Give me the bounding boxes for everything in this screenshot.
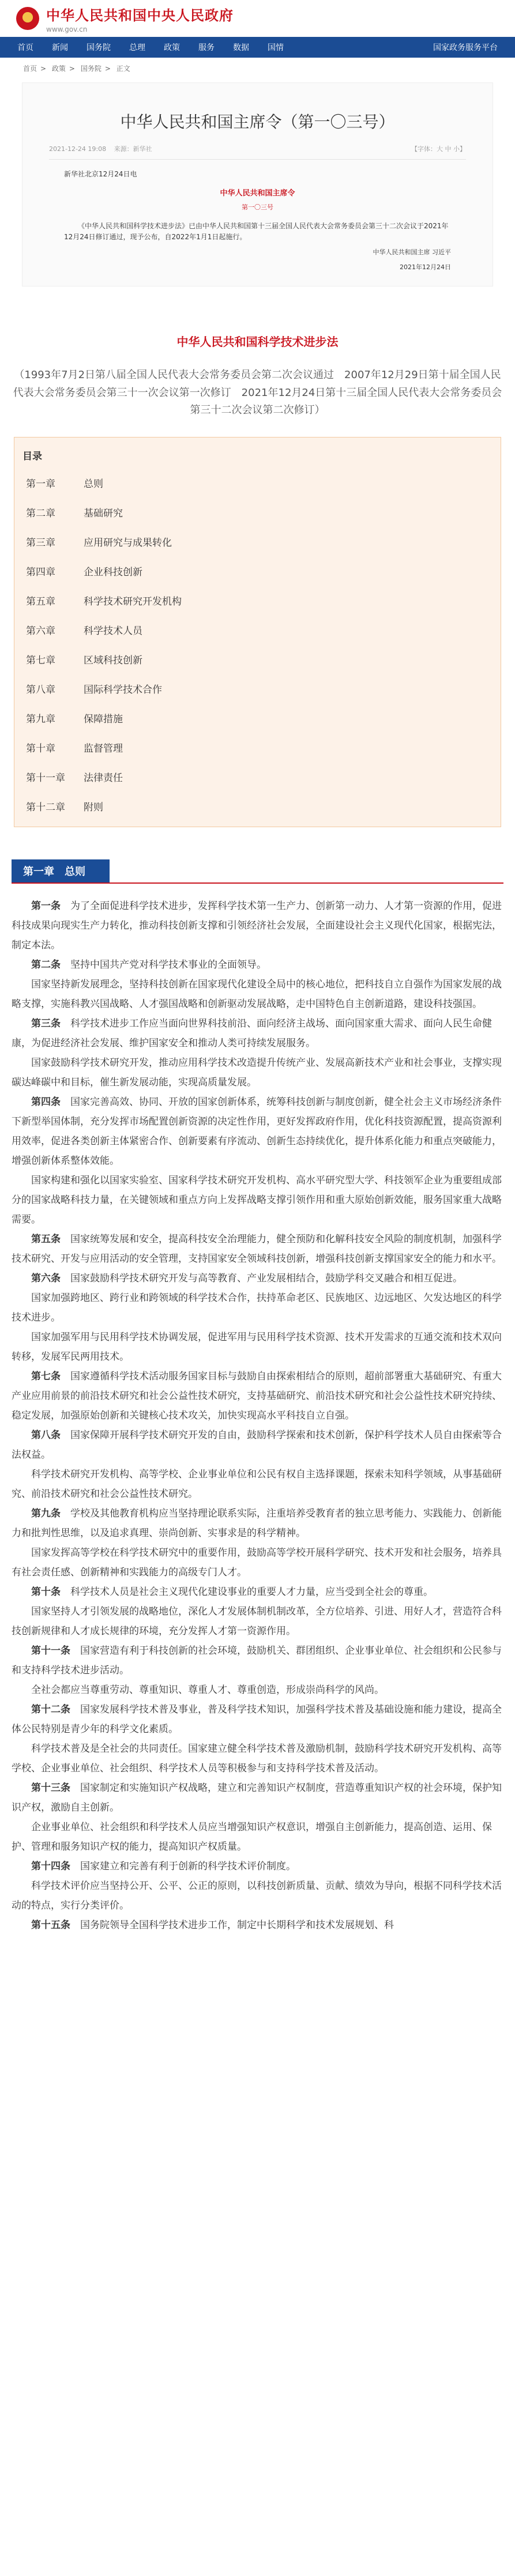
toc-chapter-no: 第十一章 — [26, 772, 65, 784]
toc-chapter-name: 应用研究与成果转化 — [84, 537, 172, 549]
article-number: 第三条 — [31, 1017, 61, 1029]
chapter-tag: 第一章 总则 — [12, 859, 110, 882]
toc-chapter-no: 第八章 — [26, 684, 55, 696]
law-paragraph — [12, 1425, 503, 1465]
article-text: 国家鼓励科学技术研究开发与高等教育、产业发展相结合，鼓励学科交叉融合和相互促进。 — [61, 1272, 463, 1284]
article-source: 来源：新华社 — [114, 145, 152, 153]
order-title: 中华人民共和国主席令 — [220, 189, 295, 198]
law-paragraph — [12, 1092, 503, 1171]
article-number: 第五条 — [31, 1233, 61, 1245]
article-text: 国务院领导全国科学技术进步工作，制定中长期科学和技术发展规划、科 — [70, 1919, 394, 1931]
law-paragraph — [12, 1327, 503, 1367]
toc-chapter-no: 第五章 — [26, 595, 55, 608]
font-size-control[interactable]: 【字体：大 中 小】 — [411, 145, 466, 153]
toc-chapter-name: 基础研究 — [84, 507, 123, 519]
toc-chapter-no: 第四章 — [26, 566, 55, 578]
article-text: 科学技术进步工作应当面向世界科技前沿、面向经济主战场、面向国家重大需求、面向人民生命健康，为促进经济社会发展、维护国家安全和推动人类可持续发展服务。 — [12, 1017, 492, 1049]
article-number: 第十一条 — [31, 1645, 70, 1657]
law-paragraph — [12, 1915, 503, 1935]
dateline: 新华社北京12月24日电 — [64, 170, 137, 178]
toc-chapter-name: 科学技术研究开发机构 — [84, 595, 182, 608]
article-text: 国家制定和实施知识产权战略，建立和完善知识产权制度，营造尊重知识产权的社会环境，保护知识产权，激励自主创新。 — [12, 1782, 502, 1813]
article-text: 全社会都应当尊重劳动、尊重知识、尊重人才、尊重创造，形成崇尚科学的风尚。 — [31, 1684, 384, 1696]
toc-chapter-name: 科学技术人员 — [84, 625, 142, 637]
toc-item[interactable] — [22, 674, 493, 703]
article-number: 第二条 — [31, 959, 61, 971]
law-paragraph — [12, 975, 503, 1014]
article-number: 第十四条 — [31, 1860, 70, 1872]
nav-service[interactable]: 服务 — [198, 43, 215, 52]
article-text: 为了全面促进科学技术进步，发挥科学技术第一生产力、创新第一动力、人才第一资源的作用，促进科技成果向现实生产力转化，推动科技创新支撑和引领经济社会发展，全面建设社会主义现代化国家，根据宪法，制定本法。 — [12, 900, 502, 951]
chapter-header — [12, 856, 503, 884]
toc-chapter-no: 第三章 — [26, 537, 55, 549]
toc-item[interactable] — [22, 556, 493, 586]
toc-chapter-no: 第一章 — [26, 478, 55, 490]
toc-item[interactable] — [22, 762, 493, 791]
toc-chapter-name: 企业科技创新 — [84, 566, 142, 578]
breadcrumb — [0, 58, 515, 79]
article-number: 第四条 — [31, 1096, 61, 1108]
signature: 中华人民共和国主席 习近平 — [373, 248, 451, 256]
law-paragraph — [12, 1288, 503, 1327]
law-paragraph — [12, 1053, 503, 1092]
toc-item[interactable] — [22, 644, 493, 674]
toc-item[interactable] — [22, 468, 493, 497]
chapter-paragraphs — [12, 896, 503, 1935]
article-text: 国家鼓励科学技术研究开发，推动应用科学技术改造提升传统产业、发展高新技术产业和社会事业，支撑实现碳达峰碳中和目标，催生新发展动能，实现高质量发展。 — [12, 1057, 502, 1088]
toc-chapter-name: 监督管理 — [84, 742, 123, 755]
site-title: 中华人民共和国中央人民政府 — [46, 7, 234, 24]
breadcrumb-sep: > — [104, 65, 111, 73]
law-paragraph — [12, 1700, 503, 1739]
site-url: www.gov.cn — [46, 25, 88, 33]
law-paragraph — [12, 1229, 503, 1269]
toc-item[interactable] — [22, 527, 493, 556]
page-title: 中华人民共和国主席令（第一〇三号） — [120, 112, 395, 131]
toc-chapter-name: 附则 — [84, 801, 103, 813]
toc-title: 目录 — [22, 450, 42, 462]
article-text: 国家坚持新发展理念，坚持科技创新在国家现代化建设全局中的核心地位，把科技自立自强作为国家发展的战略支撑，实施科教兴国战略、人才强国战略和创新驱动发展战略，走中国特色自主创新道路，建设科技强国。 — [12, 978, 502, 1010]
article-number: 第八条 — [31, 1429, 61, 1441]
article-text: 学校及其他教育机构应当坚持理论联系实际，注重培养受教育者的独立思考能力、实践能力、创新能力和批判性思维，以及追求真理、崇尚创新、实事求是的科学精神。 — [12, 1507, 502, 1539]
article-text: 国家构建和强化以国家实验室、国家科学技术研究开发机构、高水平研究型大学、科技领军企业为重要组成部分的国家战略科技力量，在关键领域和重点方向上发挥战略支撑引领作用和重大原始创新效能，服务国家重大战略需要。 — [12, 1174, 502, 1225]
article-number: 第十条 — [31, 1586, 61, 1598]
article-text: 国家遵循科学技术活动服务国家目标与鼓励自由探索相结合的原则，超前部署重大基础研究、有重大产业应用前景的前沿技术研究和社会公益性技术研究，支持基础研究、前沿技术研究和社会公益性技术研究持续、稳定发展，加强原始创新和关键核心技术攻关，加快实现高水平科技自立自强。 — [12, 1370, 502, 1421]
law-body — [0, 856, 515, 1958]
nav-national-info[interactable]: 国情 — [268, 43, 284, 52]
law-title: 中华人民共和国科学技术进步法 — [176, 335, 339, 349]
site-header — [0, 0, 515, 37]
toc-item[interactable] — [22, 703, 493, 733]
law-paragraph — [12, 1817, 503, 1857]
breadcrumb-sep: > — [40, 65, 47, 73]
national-emblem-icon — [16, 7, 39, 30]
article-number: 第九条 — [31, 1507, 61, 1519]
law-paragraph — [12, 1367, 503, 1425]
nav-premier[interactable]: 总理 — [129, 43, 145, 52]
toc-chapter-name: 国际科学技术合作 — [84, 684, 162, 696]
article-card — [22, 82, 493, 286]
table-of-contents — [14, 437, 501, 827]
toc-chapter-no: 第十二章 — [26, 801, 65, 813]
article-number: 第七条 — [31, 1370, 61, 1382]
toc-chapter-no: 第七章 — [26, 654, 55, 666]
article-meta — [49, 139, 466, 160]
law-paragraph — [12, 896, 503, 955]
law-history: （1993年7月2日第八届全国人民代表大会常务委员会第二次会议通过 2007年12月29日第十届全国人民代表大会常务委员会第三十一次会议第一次修订 2021年12月24日第十三届全国人民代表大会常务委员会第三十二次会议第二次修订） — [13, 369, 502, 417]
law-paragraph — [12, 1504, 503, 1543]
law-paragraph — [12, 955, 503, 975]
law-paragraph — [12, 1543, 503, 1582]
toc-item[interactable] — [22, 733, 493, 762]
article-number: 第一条 — [31, 900, 61, 912]
law-paragraph — [12, 1641, 503, 1680]
toc-item[interactable] — [22, 497, 493, 527]
breadcrumb-current: 正文 — [116, 65, 130, 73]
article-text: 企业事业单位、社会组织和科学技术人员应当增强知识产权意识，增强自主创新能力，提高创造、运用、保护、管理和服务知识产权的能力，提高知识产权质量。 — [12, 1821, 492, 1853]
article-text: 国家加强军用与民用科学技术协调发展，促进军用与民用科学技术资源、技术开发需求的互通交流和技术双向转移，发展军民两用技术。 — [12, 1331, 502, 1363]
law-paragraph — [12, 1582, 503, 1602]
article-text: 国家完善高效、协同、开放的国家创新体系，统筹科技创新与制度创新，健全社会主义市场经济条件下新型举国体制，充分发挥市场配置创新资源的决定性作用，更好发挥政府作用，优化科技资源配置，提高资源利用效率，促进各类创新主体紧密合作、创新要素有序流动、创新生态持续优化，提升体系化能力和重点突破能力，增强创新体系整体效能。 — [12, 1096, 502, 1167]
toc-chapter-no: 第六章 — [26, 625, 55, 637]
article-text: 国家加强跨地区、跨行业和跨领域的科学技术合作，扶持革命老区、民族地区、边远地区、欠发达地区的科学技术进步。 — [12, 1292, 502, 1323]
nav-news[interactable]: 新闻 — [52, 43, 68, 52]
main-nav — [0, 37, 515, 58]
site-logo[interactable] — [16, 4, 234, 33]
toc-chapter-no: 第九章 — [26, 713, 55, 725]
toc-item[interactable] — [22, 615, 493, 644]
law-paragraph — [12, 1778, 503, 1817]
breadcrumb-policy[interactable]: 政策 — [51, 65, 66, 73]
article-text: 科学技术人员是社会主义现代化建设事业的重要人才力量，应当受到全社会的尊重。 — [61, 1586, 433, 1598]
nav-data[interactable]: 数据 — [233, 43, 249, 52]
article-text: 国家保障开展科学技术研究开发的自由，鼓励科学探索和技术创新，保护科学技术人员自由探索等合法权益。 — [12, 1429, 502, 1461]
law-paragraph — [12, 1014, 503, 1053]
nav-gov-service-platform[interactable]: 国家政务服务平台 — [433, 43, 498, 52]
nav-home[interactable]: 首页 — [17, 43, 33, 52]
nav-state-council[interactable]: 国务院 — [87, 43, 111, 52]
breadcrumb-home[interactable]: 首页 — [23, 65, 37, 73]
toc-chapter-name: 区域科技创新 — [84, 654, 142, 666]
law-paragraph — [12, 1269, 503, 1288]
article-text: 科学技术普及是全社会的共同责任。国家建立健全科学技术普及激励机制，鼓励科学技术研究开发机构、高等学校、企业事业单位、社会组织、科学技术人员等积极参与和支持科学技术普及活动。 — [12, 1743, 502, 1774]
breadcrumb-sep: > — [69, 65, 75, 73]
toc-chapter-no: 第十章 — [26, 742, 55, 755]
law-paragraph — [12, 1602, 503, 1641]
article-number: 第十二条 — [31, 1703, 70, 1715]
article-text: 科学技术评价应当坚持公开、公平、公正的原则，以科技创新质量、贡献、绩效为导向，根据不同科学技术活动的特点，实行分类评价。 — [12, 1880, 502, 1911]
toc-chapter-name: 保障措施 — [84, 713, 123, 725]
article-text: 国家坚持人才引领发展的战略地位，深化人才发展体制机制改革，全方位培养、引进、用好人才，营造符合科技创新规律和人才成长规律的环境，充分发挥人才第一资源作用。 — [12, 1605, 502, 1637]
article-text: 坚持中国共产党对科学技术事业的全面领导。 — [61, 959, 266, 971]
toc-chapter-name: 法律责任 — [84, 772, 123, 784]
breadcrumb-state-council[interactable]: 国务院 — [80, 65, 102, 73]
article-text: 国家建立和完善有利于创新的科学技术评价制度。 — [70, 1860, 296, 1872]
law-paragraph — [12, 1876, 503, 1915]
toc-item[interactable] — [22, 586, 493, 615]
article-text: 国家统筹发展和安全，提高科技安全治理能力，健全预防和化解科技安全风险的制度机制，加强科学技术研究、开发与应用活动的安全管理，支持国家安全领域科技创新，增强科技创新支撑国家安全的能力和水平。 — [12, 1233, 502, 1265]
article-text: 国家发挥高等学校在科学技术研究中的重要作用，鼓励高等学校开展科学研究、技术开发和社会服务，培养具有社会责任感、创新精神和实践能力的高级专门人才。 — [12, 1547, 502, 1578]
toc-chapter-name: 总则 — [84, 478, 103, 490]
order-text: 《中华人民共和国科学技术进步法》已由中华人民共和国第十三届全国人民代表大会常务委员会第三十二次会议于2021年12月24日修订通过，现予公布，自2022年1月1日起施行。 — [64, 221, 449, 241]
order-document — [49, 160, 466, 272]
publish-date: 2021-12-24 19:08 — [49, 145, 107, 153]
article-number: 第十五条 — [31, 1919, 70, 1931]
law-paragraph — [12, 1465, 503, 1504]
nav-policy[interactable]: 政策 — [164, 43, 180, 52]
law-paragraph — [12, 1857, 503, 1876]
article-text: 国家发展科学技术普及事业，普及科学技术知识，加强科学技术普及基础设施和能力建设，提高全体公民特别是青少年的科学文化素质。 — [12, 1703, 502, 1735]
law-paragraph — [12, 1680, 503, 1700]
article-number: 第十三条 — [31, 1782, 70, 1794]
article-number: 第六条 — [31, 1272, 61, 1284]
sign-date: 2021年12月24日 — [400, 263, 451, 271]
law-paragraph — [12, 1739, 503, 1778]
toc-chapter-no: 第二章 — [26, 507, 55, 519]
order-number: 第一〇三号 — [242, 203, 273, 211]
toc-item[interactable] — [22, 791, 493, 821]
article-text: 国家营造有利于科技创新的社会环境，鼓励机关、群团组织、企业事业单位、社会组织和公民参与和支持科学技术进步活动。 — [12, 1645, 502, 1676]
law-paragraph — [12, 1171, 503, 1229]
article-text: 科学技术研究开发机构、高等学校、企业事业单位和公民有权自主选择课题，探索未知科学领域，从事基础研究、前沿技术研究和社会公益性技术研究。 — [12, 1468, 502, 1500]
